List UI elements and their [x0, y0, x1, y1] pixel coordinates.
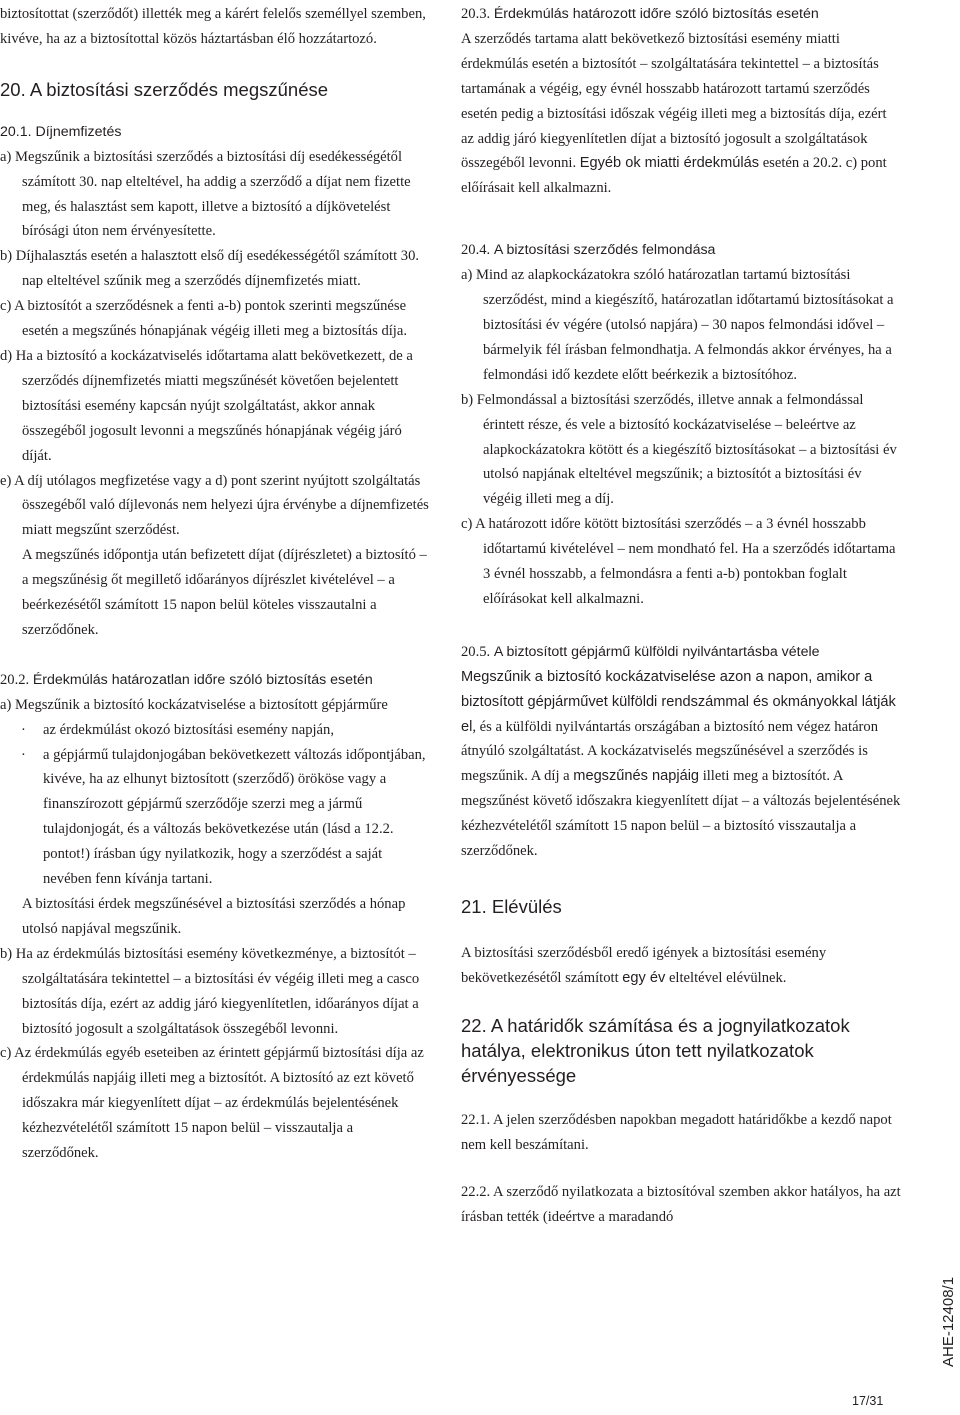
section-20-3-title: Érdekmúlás határozott időre szóló biztosítás esetén [493, 6, 819, 22]
section-20-3-text-c: esetén a 20.2. c) pont előírásait kell alkalmazni. [461, 155, 887, 197]
bullet-text: a gépjármű tulajdonjogában bekövetkezett változás időpontjában, kivéve, ha az elhunyt biztosított (szerződő) örököse vagy a finanszírozott gépjármű szerződője szerzi meg a jármű tulajdonjogát, és a változás bekövetkezése után (lásd a 12.2. pontot!) írásban úgy nyilatkozik, hogy a szerződést a saját nevében fenn kívánja tartani. [43, 746, 426, 888]
section-20-1-d: d) Ha a biztosító a kockázatviselés időtartama alatt bekövetkezett, de a szerződés díjnemfizetés miatti megszűnését követően bejelentett biztosítási esemény kapcsán nyújt szolgáltatást, akkor annak összegéből jogosult levonni a megszűnés hónapjának végéig járó díját. [0, 347, 413, 464]
section-20-3-text-a: A szerződés tartama alatt bekövetkező biztosítási esemény miatti érdekmúlás esetén a biztosítót – szolgáltatására tekintettel – a biztosítás tartamának a végéig, egy évnél hosszabb határozott tartamú szerződés esetén pedig a biztosítási időszak végéig illeti meg a biztosítás díja, ezért az addig járó kiegyenlítetlen díjat a biztosító jogosult a szolgáltatások összegéből levonni. [461, 30, 887, 172]
section-20-2-c: c) Az érdekmúlás egyéb eseteiben az érintett gépjármű biztosítási díja az érdekmúlás napjáig illeti meg a biztosítót. A biztosító az ezt követő időszakra már kiegyenlített díjat – az érdekmúlás bejelentésének kézhezvételétől számított 15 napon belül – visszautalja a szerződőnek. [0, 1045, 424, 1162]
bullet-text: az érdekmúlást okozó biztosítási esemény napján, [43, 721, 334, 738]
intro-paragraph: biztosítottat (szerződőt) illették meg a kárért felelős személlyel szemben, kivéve, ha az a biztosítottal közös háztartásban élő hozzátartozó. [0, 6, 426, 47]
section-20-title: 20. A biztosítási szerződés megszűnése [0, 78, 329, 100]
section-20-2-a-bullet-1 [0, 718, 432, 743]
section-20-4-number: 20.4. [461, 242, 491, 259]
section-20-4-title: A biztosítási szerződés felmondása [493, 242, 716, 259]
section-20-1-title: 20.1. Díjnemfizetés [0, 123, 122, 140]
section-20-5-text [461, 665, 901, 864]
section-20-1-e-continued: A megszűnés időpontja után befizetett díjat (díjrészletet) a biztosító – a megszűnésig őt megillető időarányos díjrészlet kivételével – a beérkezésétől számított 15 napon belül köteles visszautalni a szerződőnek. [22, 547, 427, 638]
right-column [461, 2, 901, 1229]
section-20-2-a-continued: A biztosítási érdek megszűnésével a biztosítási szerződés a hónap utolsó napjával megszűnik. [22, 896, 406, 937]
document-code-label: AHE-12408/1 [940, 1276, 957, 1367]
section-21-text-1: A biztosítási szerződésből eredő igények a biztosítási esemény bekövetkezésétől számított [461, 945, 827, 986]
section-20-4-a: a) Mind az alapkockázatokra szóló határozatlan tartamú biztosítási szerződést, mind a kiegészítő, határozatlan időtartamú biztosításokat a biztosítási év végére (utolsó napjára) – 30 napos felmondási idővel – bármelyik fél írásban felmondhatja. A felmondás akkor érvényes, ha a felmondási idő kezdete előtt beérkezik a biztosítóhoz. [461, 267, 894, 383]
section-20-2-title: Érdekmúlás határozatlan időre szóló biztosítás esetén [32, 671, 373, 688]
section-21-text-3: elteltével elévülnek. [668, 969, 787, 986]
section-20-1-e: e) A díj utólagos megfizetése vagy a d) pont szerint nyújtott szolgáltatás összegéből való díjlevonás nem helyezi újra érvénybe a díjnemfizetés miatt megszűnt szerződést. [0, 472, 429, 539]
page-number: 17/31 [852, 1394, 884, 1408]
section-20-2-a: a) Megszűnik a biztosító kockázatviselése a biztosított gépjárműre [0, 696, 388, 713]
section-20-1-c: c) A biztosítót a szerződésnek a fenti a-b) pontok szerinti megszűnése esetén a megszűnés hónapjának végéig illeti meg a biztosítás díja. [0, 298, 407, 340]
section-20-5-emphasis-2: megszűnés napjáig [573, 768, 700, 785]
section-20-5-heading [461, 640, 901, 665]
section-20-1-b: b) Díjhalasztás esetén a halasztott első díj esedékességétől számított 30. nap elteltével szűnik meg a szerződés díjnemfizetés miatt. [0, 248, 420, 290]
section-20-3-heading [461, 2, 901, 27]
section-20-5-number: 20.5. [461, 643, 491, 660]
section-21-title: 21. Elévülés [461, 896, 562, 917]
left-column [0, 2, 432, 1166]
section-20-5-emphasis-1: Megszűnik a biztosító kockázatviselése azon a napon, amikor a biztosított gépjárművet külföldi rendszámmal és okmányokkal látják el [461, 668, 896, 735]
section-21-text [461, 941, 901, 991]
bullet-dot: · [21, 721, 26, 738]
section-20-2-heading [0, 668, 432, 693]
section-20-2-b: b) Ha az érdekmúlás biztosítási esemény következménye, a biztosítót – szolgáltatására tekintettel – a biztosítási év végéig illeti meg a casco biztosítás díja, ezért az addig járó kiegyenlítetlen, időarányos díjat a biztosító jogosult a szolgáltatások összegéből levonni. [0, 945, 420, 1037]
section-20-4-b: b) Felmondással a biztosítási szerződés, illetve annak a felmondással érintett része, és vele a biztosító kockázatviselése – beleértve az alapkockázatokra kötött és a kiegészítő biztosításokat – a biztosítási év utolsó napjának elteltével megszűnik; a biztosítót a biztosítási év végéig illeti meg a díj. [461, 391, 897, 508]
section-21-emphasis: egy év [622, 969, 666, 986]
section-20-4-heading [461, 238, 901, 263]
section-20-5-text-4: illeti meg a biztosítót. A megszűnést követő időszakra kiegyenlített díjat – a változás bejelentésének kézhezvételétől számított 15 napon belül – a biztosító visszautalja a szerződőnek. [461, 768, 901, 860]
section-22-2: 22.2. A szerződő nyilatkozata a biztosítóval szemben akkor hatályos, ha azt írásban tették (ideértve a maradandó [461, 1183, 901, 1225]
bullet-dot: · [21, 746, 26, 763]
section-22-1: 22.1. A jelen szerződésben napokban megadott határidőkbe a kezdő napot nem kell beszámítani. [461, 1111, 892, 1153]
section-20-3-text-emphasis: Egyéb ok miatti érdekmúlás [579, 155, 760, 172]
section-20-5-text-2: , és a külföldi nyilvántartás országában a biztosító nem végez határon átnyúló szolgáltatást. A kockázatviselés megszűnésével a szerződés is megszűnik. A díj a [461, 718, 879, 785]
section-20-2-a-bullet-2 [0, 743, 432, 892]
section-20-4-c: c) A határozott időre kötött biztosítási szerződés – a 3 évnél hosszabb időtartamú kivételével – nem mondható fel. Ha a szerződés időtartama 3 évnél hosszabb, a felmondásra a fenti a-b) pontokban foglalt előírásokat kell alkalmazni. [461, 516, 896, 607]
section-20-1-a: a) Megszűnik a biztosítási szerződés a biztosítási díj esedékességétől számított 30. nap elteltével, ha addig a szerződő a díjat nem fizette meg, és halasztást sem kapott, illetve a biztosító a díjkövetelést bírósági úton nem érvényesítette. [0, 148, 411, 240]
section-20-2-number: 20.2. [0, 671, 30, 688]
section-20-5-title: A biztosított gépjármű külföldi nyilvántartásba vétele [493, 643, 820, 660]
section-20-3-text [461, 27, 901, 201]
section-22-title: 22. A határidők számítása és a jognyilatkozatok hatálya, elektronikus úton tett nyilatkozatok érvényessége [461, 1014, 850, 1086]
section-20-3-number: 20.3. [461, 6, 491, 22]
